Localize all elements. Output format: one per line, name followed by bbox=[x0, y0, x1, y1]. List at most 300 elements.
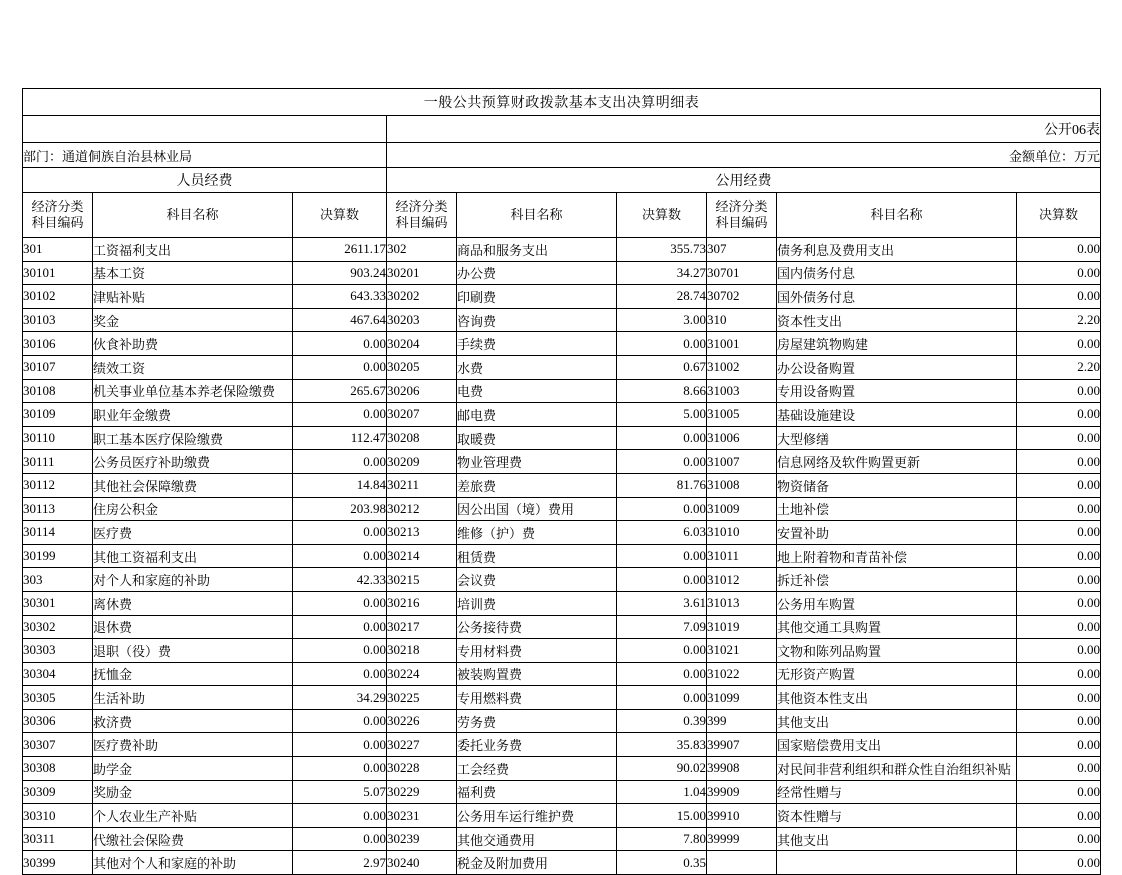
department-label: 部门：通道侗族自治县林业局 bbox=[23, 143, 387, 168]
department-row bbox=[23, 143, 1101, 168]
cell-code-public2: 31002 bbox=[707, 355, 777, 379]
cell-name-public: 会议费 bbox=[457, 568, 617, 592]
sheet-number: 公开06表 bbox=[387, 116, 1101, 143]
table-row bbox=[23, 450, 1101, 474]
cell-amount-personnel: 0.00 bbox=[293, 544, 387, 568]
cell-code-public: 30231 bbox=[387, 804, 457, 828]
cell-amount-personnel: 112.47 bbox=[293, 426, 387, 450]
cell-name-public: 其他交通费用 bbox=[457, 827, 617, 851]
cell-amount-public2: 0.00 bbox=[1017, 709, 1101, 733]
cell-code-personnel: 30103 bbox=[23, 308, 93, 332]
cell-amount-personnel: 203.98 bbox=[293, 497, 387, 521]
cell-name-public2: 无形资产购置 bbox=[777, 662, 1017, 686]
cell-amount-personnel: 265.67 bbox=[293, 379, 387, 403]
cell-amount-public: 7.80 bbox=[617, 827, 707, 851]
cell-code-public2: 31013 bbox=[707, 591, 777, 615]
cell-name-public: 办公费 bbox=[457, 261, 617, 285]
cell-amount-public2: 0.00 bbox=[1017, 332, 1101, 356]
group-personnel-header: 人员经费 bbox=[23, 168, 387, 193]
cell-code-personnel: 30112 bbox=[23, 473, 93, 497]
cell-amount-public2: 0.00 bbox=[1017, 285, 1101, 309]
cell-amount-public2: 0.00 bbox=[1017, 662, 1101, 686]
cell-name-personnel: 救济费 bbox=[93, 709, 293, 733]
cell-amount-public: 35.83 bbox=[617, 733, 707, 757]
cell-name-public: 工会经费 bbox=[457, 757, 617, 781]
cell-amount-personnel: 42.33 bbox=[293, 568, 387, 592]
cell-code-public: 30205 bbox=[387, 355, 457, 379]
cell-name-public: 培训费 bbox=[457, 591, 617, 615]
header-name-1: 科目名称 bbox=[93, 193, 293, 238]
cell-name-public2: 国外债务付息 bbox=[777, 285, 1017, 309]
cell-amount-public2: 0.00 bbox=[1017, 780, 1101, 804]
cell-name-public: 因公出国（境）费用 bbox=[457, 497, 617, 521]
cell-name-public: 专用燃料费 bbox=[457, 686, 617, 710]
cell-name-public2: 专用设备购置 bbox=[777, 379, 1017, 403]
cell-code-public: 302 bbox=[387, 238, 457, 262]
cell-name-personnel: 助学金 bbox=[93, 757, 293, 781]
cell-code-public: 30240 bbox=[387, 851, 457, 875]
cell-amount-public: 0.00 bbox=[617, 568, 707, 592]
cell-code-public: 30212 bbox=[387, 497, 457, 521]
cell-amount-public: 0.00 bbox=[617, 426, 707, 450]
cell-name-public2: 文物和陈列品购置 bbox=[777, 639, 1017, 663]
cell-amount-public: 0.00 bbox=[617, 544, 707, 568]
cell-code-public: 30216 bbox=[387, 591, 457, 615]
column-header-row bbox=[23, 193, 1101, 238]
cell-name-public2: 地上附着物和青苗补偿 bbox=[777, 544, 1017, 568]
cell-code-personnel: 30301 bbox=[23, 591, 93, 615]
cell-code-personnel: 301 bbox=[23, 238, 93, 262]
header-code-1-line1: 经济分类 bbox=[31, 198, 84, 214]
cell-code-public: 30227 bbox=[387, 733, 457, 757]
cell-amount-public: 7.09 bbox=[617, 615, 707, 639]
cell-amount-personnel: 0.00 bbox=[293, 615, 387, 639]
sheet-number-row bbox=[23, 116, 1101, 143]
cell-name-personnel: 代缴社会保险费 bbox=[93, 827, 293, 851]
header-name-2: 科目名称 bbox=[457, 193, 617, 238]
cell-amount-public2: 0.00 bbox=[1017, 473, 1101, 497]
cell-name-public2: 公务用车购置 bbox=[777, 591, 1017, 615]
cell-code-public: 30225 bbox=[387, 686, 457, 710]
cell-amount-public: 6.03 bbox=[617, 521, 707, 545]
cell-code-public: 30209 bbox=[387, 450, 457, 474]
cell-amount-public2: 0.00 bbox=[1017, 521, 1101, 545]
header-code-1-line2: 科目编码 bbox=[31, 215, 84, 230]
cell-code-public2: 399 bbox=[707, 709, 777, 733]
sheet-number-blank-left bbox=[23, 116, 387, 143]
table-row bbox=[23, 285, 1101, 309]
cell-code-public: 30207 bbox=[387, 403, 457, 427]
cell-amount-public: 3.61 bbox=[617, 591, 707, 615]
cell-name-public: 委托业务费 bbox=[457, 733, 617, 757]
header-amount-1: 决算数 bbox=[293, 193, 387, 238]
table-row bbox=[23, 827, 1101, 851]
cell-name-public2: 资本性赠与 bbox=[777, 804, 1017, 828]
cell-name-personnel: 奖励金 bbox=[93, 780, 293, 804]
cell-name-public: 水费 bbox=[457, 355, 617, 379]
cell-amount-public: 0.00 bbox=[617, 450, 707, 474]
cell-code-public2: 31012 bbox=[707, 568, 777, 592]
cell-amount-public: 0.00 bbox=[617, 639, 707, 663]
cell-name-personnel: 抚恤金 bbox=[93, 662, 293, 686]
header-code-2 bbox=[387, 193, 457, 238]
cell-amount-public2: 0.00 bbox=[1017, 804, 1101, 828]
cell-code-public: 30208 bbox=[387, 426, 457, 450]
header-code-3-line2: 科目编码 bbox=[715, 215, 768, 230]
cell-name-personnel: 基本工资 bbox=[93, 261, 293, 285]
cell-name-personnel: 退职（役）费 bbox=[93, 639, 293, 663]
cell-amount-personnel: 643.33 bbox=[293, 285, 387, 309]
cell-name-personnel: 绩效工资 bbox=[93, 355, 293, 379]
cell-amount-personnel: 0.00 bbox=[293, 733, 387, 757]
cell-name-public: 邮电费 bbox=[457, 403, 617, 427]
cell-amount-public2: 0.00 bbox=[1017, 403, 1101, 427]
cell-amount-personnel: 0.00 bbox=[293, 662, 387, 686]
cell-name-public: 咨询费 bbox=[457, 308, 617, 332]
cell-amount-public: 0.39 bbox=[617, 709, 707, 733]
cell-code-personnel: 30304 bbox=[23, 662, 93, 686]
cell-code-public: 30217 bbox=[387, 615, 457, 639]
cell-amount-public2: 2.20 bbox=[1017, 355, 1101, 379]
cell-name-public: 租赁费 bbox=[457, 544, 617, 568]
cell-amount-public: 34.27 bbox=[617, 261, 707, 285]
cell-name-personnel: 生活补助 bbox=[93, 686, 293, 710]
cell-amount-public: 28.74 bbox=[617, 285, 707, 309]
cell-code-public2: 31009 bbox=[707, 497, 777, 521]
cell-name-public2: 房屋建筑物购建 bbox=[777, 332, 1017, 356]
budget-detail-sheet bbox=[22, 88, 1100, 875]
cell-name-public2: 国内债务付息 bbox=[777, 261, 1017, 285]
cell-name-personnel: 其他工资福利支出 bbox=[93, 544, 293, 568]
cell-amount-public2: 0.00 bbox=[1017, 757, 1101, 781]
cell-amount-personnel: 467.64 bbox=[293, 308, 387, 332]
cell-name-public2: 基础设施建设 bbox=[777, 403, 1017, 427]
cell-name-public: 商品和服务支出 bbox=[457, 238, 617, 262]
cell-amount-public2: 0.00 bbox=[1017, 686, 1101, 710]
cell-code-public2: 31010 bbox=[707, 521, 777, 545]
cell-amount-public2: 0.00 bbox=[1017, 426, 1101, 450]
cell-code-public2: 31005 bbox=[707, 403, 777, 427]
cell-code-public: 30206 bbox=[387, 379, 457, 403]
cell-code-personnel: 30114 bbox=[23, 521, 93, 545]
cell-amount-personnel: 0.00 bbox=[293, 639, 387, 663]
table-row bbox=[23, 757, 1101, 781]
cell-code-public2: 30702 bbox=[707, 285, 777, 309]
cell-amount-personnel: 14.84 bbox=[293, 473, 387, 497]
header-amount-2: 决算数 bbox=[617, 193, 707, 238]
cell-code-public2 bbox=[707, 851, 777, 875]
cell-code-public2: 31011 bbox=[707, 544, 777, 568]
cell-code-personnel: 30111 bbox=[23, 450, 93, 474]
cell-name-public: 税金及附加费用 bbox=[457, 851, 617, 875]
cell-code-personnel: 30399 bbox=[23, 851, 93, 875]
cell-name-public2: 国家赔偿费用支出 bbox=[777, 733, 1017, 757]
table-row bbox=[23, 426, 1101, 450]
table-row bbox=[23, 403, 1101, 427]
cell-amount-public: 355.73 bbox=[617, 238, 707, 262]
table-row bbox=[23, 261, 1101, 285]
cell-code-public2: 31022 bbox=[707, 662, 777, 686]
cell-amount-public2: 0.00 bbox=[1017, 733, 1101, 757]
cell-code-public2: 39909 bbox=[707, 780, 777, 804]
cell-code-public: 30204 bbox=[387, 332, 457, 356]
cell-amount-personnel: 0.00 bbox=[293, 450, 387, 474]
cell-code-personnel: 30110 bbox=[23, 426, 93, 450]
cell-code-public2: 307 bbox=[707, 238, 777, 262]
cell-amount-public: 0.35 bbox=[617, 851, 707, 875]
cell-code-personnel: 303 bbox=[23, 568, 93, 592]
table-row bbox=[23, 780, 1101, 804]
cell-amount-personnel: 34.29 bbox=[293, 686, 387, 710]
cell-code-personnel: 30308 bbox=[23, 757, 93, 781]
cell-name-public: 电费 bbox=[457, 379, 617, 403]
cell-amount-public: 90.02 bbox=[617, 757, 707, 781]
cell-name-public2: 对民间非营利组织和群众性自治组织补贴 bbox=[777, 757, 1017, 781]
group-header-row bbox=[23, 168, 1101, 193]
cell-name-public: 物业管理费 bbox=[457, 450, 617, 474]
cell-name-public: 手续费 bbox=[457, 332, 617, 356]
cell-code-public2: 39907 bbox=[707, 733, 777, 757]
table-row bbox=[23, 804, 1101, 828]
cell-amount-personnel: 0.00 bbox=[293, 757, 387, 781]
cell-name-personnel: 津贴补贴 bbox=[93, 285, 293, 309]
cell-amount-personnel: 0.00 bbox=[293, 827, 387, 851]
cell-name-personnel: 其他对个人和家庭的补助 bbox=[93, 851, 293, 875]
cell-name-personnel: 对个人和家庭的补助 bbox=[93, 568, 293, 592]
cell-code-public: 30203 bbox=[387, 308, 457, 332]
cell-name-personnel: 职工基本医疗保险缴费 bbox=[93, 426, 293, 450]
cell-code-public2: 39910 bbox=[707, 804, 777, 828]
cell-name-public2: 安置补助 bbox=[777, 521, 1017, 545]
cell-amount-public: 1.04 bbox=[617, 780, 707, 804]
cell-name-public2: 其他支出 bbox=[777, 827, 1017, 851]
cell-name-public2 bbox=[777, 851, 1017, 875]
cell-amount-public2: 0.00 bbox=[1017, 568, 1101, 592]
cell-name-personnel: 医疗费补助 bbox=[93, 733, 293, 757]
cell-amount-public: 5.00 bbox=[617, 403, 707, 427]
table-body bbox=[23, 238, 1101, 875]
cell-amount-personnel: 5.07 bbox=[293, 780, 387, 804]
cell-name-public2: 其他支出 bbox=[777, 709, 1017, 733]
cell-code-personnel: 30106 bbox=[23, 332, 93, 356]
table-row bbox=[23, 615, 1101, 639]
cell-amount-personnel: 0.00 bbox=[293, 709, 387, 733]
cell-name-personnel: 职业年金缴费 bbox=[93, 403, 293, 427]
cell-amount-public2: 0.00 bbox=[1017, 827, 1101, 851]
cell-code-public: 30239 bbox=[387, 827, 457, 851]
table-row bbox=[23, 662, 1101, 686]
page-title: 一般公共预算财政拨款基本支出决算明细表 bbox=[23, 89, 1101, 116]
cell-amount-personnel: 2611.17 bbox=[293, 238, 387, 262]
amount-unit-label: 金额单位：万元 bbox=[387, 143, 1101, 168]
cell-amount-personnel: 0.00 bbox=[293, 521, 387, 545]
cell-name-public: 公务用车运行维护费 bbox=[457, 804, 617, 828]
cell-amount-personnel: 0.00 bbox=[293, 591, 387, 615]
cell-name-public2: 拆迁补偿 bbox=[777, 568, 1017, 592]
cell-amount-personnel: 0.00 bbox=[293, 403, 387, 427]
cell-name-public: 取暖费 bbox=[457, 426, 617, 450]
cell-amount-public2: 0.00 bbox=[1017, 450, 1101, 474]
cell-name-personnel: 伙食补助费 bbox=[93, 332, 293, 356]
cell-amount-personnel: 0.00 bbox=[293, 804, 387, 828]
cell-amount-public: 81.76 bbox=[617, 473, 707, 497]
cell-code-public: 30218 bbox=[387, 639, 457, 663]
header-amount-3: 决算数 bbox=[1017, 193, 1101, 238]
cell-name-personnel: 工资福利支出 bbox=[93, 238, 293, 262]
cell-amount-public: 0.00 bbox=[617, 686, 707, 710]
cell-amount-public2: 0.00 bbox=[1017, 544, 1101, 568]
cell-amount-public2: 0.00 bbox=[1017, 261, 1101, 285]
cell-amount-public2: 2.20 bbox=[1017, 308, 1101, 332]
cell-amount-public: 15.00 bbox=[617, 804, 707, 828]
cell-name-public2: 债务利息及费用支出 bbox=[777, 238, 1017, 262]
table-title-row bbox=[23, 89, 1101, 116]
cell-name-personnel: 医疗费 bbox=[93, 521, 293, 545]
cell-name-public: 专用材料费 bbox=[457, 639, 617, 663]
cell-code-personnel: 30199 bbox=[23, 544, 93, 568]
cell-amount-public: 0.00 bbox=[617, 662, 707, 686]
cell-code-public2: 31099 bbox=[707, 686, 777, 710]
header-code-1 bbox=[23, 193, 93, 238]
cell-name-public: 维修（护）费 bbox=[457, 521, 617, 545]
cell-code-public: 30202 bbox=[387, 285, 457, 309]
cell-name-public2: 经常性赠与 bbox=[777, 780, 1017, 804]
cell-code-personnel: 30107 bbox=[23, 355, 93, 379]
cell-name-public2: 办公设备购置 bbox=[777, 355, 1017, 379]
cell-code-public2: 31006 bbox=[707, 426, 777, 450]
cell-amount-public: 0.00 bbox=[617, 497, 707, 521]
cell-amount-public2: 0.00 bbox=[1017, 639, 1101, 663]
cell-name-personnel: 个人农业生产补贴 bbox=[93, 804, 293, 828]
cell-code-personnel: 30307 bbox=[23, 733, 93, 757]
table-row bbox=[23, 544, 1101, 568]
cell-code-public2: 31019 bbox=[707, 615, 777, 639]
header-code-3 bbox=[707, 193, 777, 238]
budget-table bbox=[22, 88, 1101, 875]
cell-name-public: 公务接待费 bbox=[457, 615, 617, 639]
cell-code-public2: 30701 bbox=[707, 261, 777, 285]
cell-name-public: 福利费 bbox=[457, 780, 617, 804]
cell-code-public: 30228 bbox=[387, 757, 457, 781]
cell-name-public: 劳务费 bbox=[457, 709, 617, 733]
cell-code-public2: 31001 bbox=[707, 332, 777, 356]
header-name-3: 科目名称 bbox=[777, 193, 1017, 238]
cell-code-public: 30224 bbox=[387, 662, 457, 686]
cell-code-personnel: 30310 bbox=[23, 804, 93, 828]
cell-name-public2: 物资储备 bbox=[777, 473, 1017, 497]
cell-name-personnel: 机关事业单位基本养老保险缴费 bbox=[93, 379, 293, 403]
cell-amount-public: 0.67 bbox=[617, 355, 707, 379]
cell-code-personnel: 30101 bbox=[23, 261, 93, 285]
cell-name-public2: 信息网络及软件购置更新 bbox=[777, 450, 1017, 474]
table-row bbox=[23, 686, 1101, 710]
header-code-3-line1: 经济分类 bbox=[715, 198, 768, 214]
cell-amount-public: 3.00 bbox=[617, 308, 707, 332]
cell-amount-public2: 0.00 bbox=[1017, 238, 1101, 262]
cell-code-public: 30229 bbox=[387, 780, 457, 804]
table-row bbox=[23, 639, 1101, 663]
cell-code-public2: 31021 bbox=[707, 639, 777, 663]
table-row bbox=[23, 591, 1101, 615]
table-row bbox=[23, 355, 1101, 379]
cell-name-personnel: 奖金 bbox=[93, 308, 293, 332]
table-row bbox=[23, 308, 1101, 332]
cell-code-public2: 31007 bbox=[707, 450, 777, 474]
cell-code-public: 30211 bbox=[387, 473, 457, 497]
cell-code-public: 30201 bbox=[387, 261, 457, 285]
table-row bbox=[23, 851, 1101, 875]
table-row bbox=[23, 709, 1101, 733]
cell-name-public: 被装购置费 bbox=[457, 662, 617, 686]
cell-name-public: 差旅费 bbox=[457, 473, 617, 497]
cell-code-public2: 31008 bbox=[707, 473, 777, 497]
cell-code-public: 30226 bbox=[387, 709, 457, 733]
header-code-2-line2: 科目编码 bbox=[395, 215, 448, 230]
cell-name-public2: 其他资本性支出 bbox=[777, 686, 1017, 710]
cell-amount-public2: 0.00 bbox=[1017, 615, 1101, 639]
group-public-header: 公用经费 bbox=[387, 168, 1101, 193]
cell-code-public: 30214 bbox=[387, 544, 457, 568]
cell-amount-personnel: 2.97 bbox=[293, 851, 387, 875]
cell-code-personnel: 30305 bbox=[23, 686, 93, 710]
cell-name-public2: 大型修缮 bbox=[777, 426, 1017, 450]
cell-code-personnel: 30113 bbox=[23, 497, 93, 521]
cell-code-public2: 310 bbox=[707, 308, 777, 332]
cell-amount-public2: 0.00 bbox=[1017, 379, 1101, 403]
header-code-2-line1: 经济分类 bbox=[395, 198, 448, 214]
cell-name-personnel: 住房公积金 bbox=[93, 497, 293, 521]
cell-name-personnel: 退休费 bbox=[93, 615, 293, 639]
cell-code-personnel: 30303 bbox=[23, 639, 93, 663]
cell-amount-public2: 0.00 bbox=[1017, 497, 1101, 521]
cell-amount-public2: 0.00 bbox=[1017, 591, 1101, 615]
cell-code-public2: 39999 bbox=[707, 827, 777, 851]
table-row bbox=[23, 733, 1101, 757]
cell-name-personnel: 其他社会保障缴费 bbox=[93, 473, 293, 497]
cell-amount-public: 0.00 bbox=[617, 332, 707, 356]
cell-amount-personnel: 0.00 bbox=[293, 332, 387, 356]
cell-code-personnel: 30306 bbox=[23, 709, 93, 733]
table-row bbox=[23, 521, 1101, 545]
cell-code-public: 30213 bbox=[387, 521, 457, 545]
table-row bbox=[23, 473, 1101, 497]
cell-code-personnel: 30108 bbox=[23, 379, 93, 403]
cell-code-personnel: 30109 bbox=[23, 403, 93, 427]
cell-name-public2: 其他交通工具购置 bbox=[777, 615, 1017, 639]
table-row bbox=[23, 497, 1101, 521]
cell-code-public: 30215 bbox=[387, 568, 457, 592]
cell-code-public2: 39908 bbox=[707, 757, 777, 781]
cell-code-personnel: 30309 bbox=[23, 780, 93, 804]
cell-amount-personnel: 903.24 bbox=[293, 261, 387, 285]
cell-name-public: 印刷费 bbox=[457, 285, 617, 309]
cell-code-personnel: 30302 bbox=[23, 615, 93, 639]
cell-name-public2: 资本性支出 bbox=[777, 308, 1017, 332]
cell-name-public2: 土地补偿 bbox=[777, 497, 1017, 521]
cell-code-personnel: 30311 bbox=[23, 827, 93, 851]
cell-name-personnel: 离休费 bbox=[93, 591, 293, 615]
cell-amount-public2: 0.00 bbox=[1017, 851, 1101, 875]
cell-code-personnel: 30102 bbox=[23, 285, 93, 309]
cell-amount-personnel: 0.00 bbox=[293, 355, 387, 379]
cell-amount-public: 8.66 bbox=[617, 379, 707, 403]
table-row bbox=[23, 568, 1101, 592]
cell-code-public2: 31003 bbox=[707, 379, 777, 403]
cell-name-personnel: 公务员医疗补助缴费 bbox=[93, 450, 293, 474]
table-row bbox=[23, 379, 1101, 403]
table-row bbox=[23, 238, 1101, 262]
table-row bbox=[23, 332, 1101, 356]
